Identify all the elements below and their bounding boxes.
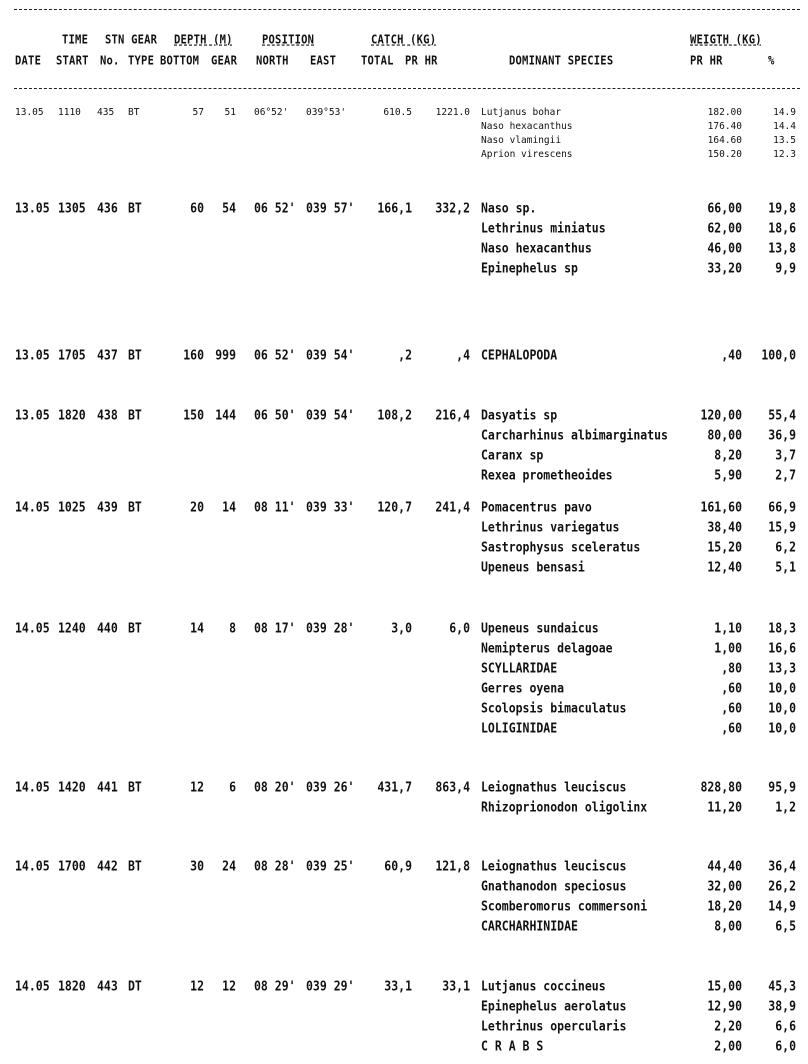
species-name: Rexea prometheoides [481,467,613,484]
station-catch-pr-hr: ,4 [456,347,470,364]
station-depth-gear: 12 [222,978,236,995]
station-gear-type: BT [128,779,142,796]
station-number: 435 [97,107,115,118]
station-east: 039 54' [306,347,355,364]
species-percent: 36,9 [768,427,796,444]
species-percent: 12.3 [773,149,796,160]
station-catch-pr-hr: 1221.0 [435,107,470,118]
station-depth-gear: 14 [222,499,236,516]
species-weight: 80,00 [707,427,742,444]
station-north: 06 52' [254,347,296,364]
species-percent: 10,0 [768,700,796,717]
station-catch-pr-hr: 121,8 [435,858,470,875]
station-catch-pr-hr: 6,0 [449,620,470,637]
species-weight: ,60 [721,700,742,717]
species-weight: 828,80 [700,779,742,796]
species-name: Leiognathus leuciscus [481,779,627,796]
species-name: Aprion virescens [481,149,573,160]
species-percent: 13.5 [773,135,796,146]
station-depth-gear: 8 [229,620,236,637]
station-east: 039 25' [306,858,355,875]
species-percent: 10,0 [768,720,796,737]
species-weight: 62,00 [707,220,742,237]
station-time: 1700 [58,858,86,875]
station-time: 1820 [58,978,86,995]
station-date: 14.05 [15,620,50,637]
species-name: Lutjanus coccineus [481,978,606,995]
station-time: 1705 [58,347,86,364]
species-name: SCYLLARIDAE [481,660,558,677]
station-depth-bottom: 150 [183,407,204,424]
station-date: 14.05 [15,779,50,796]
species-percent: 100,0 [761,347,796,364]
species-name: Sastrophysus sceleratus [481,539,641,556]
station-east: 039 57' [306,200,355,217]
species-weight: 1,10 [714,620,742,637]
station-catch-total: 610.5 [383,107,412,118]
station-east: 039°53' [306,107,347,118]
species-name: Naso sp. [481,200,537,217]
station-number: 436 [97,200,118,217]
species-percent: 26,2 [768,878,796,895]
station-gear-type: BT [128,407,142,424]
species-percent: 6,5 [775,918,796,935]
species-name: Caranx sp [481,447,544,464]
station-number: 437 [97,347,118,364]
station-catch-pr-hr: 863,4 [435,779,470,796]
station-catch-total: 3,0 [391,620,412,637]
species-weight: 161,60 [700,499,742,516]
station-depth-bottom: 60 [190,200,204,217]
species-percent: 6,6 [775,1018,796,1035]
species-percent: 13,3 [768,660,796,677]
species-percent: 36,4 [768,858,796,875]
species-percent: 5,1 [775,559,796,576]
species-name: Naso hexacanthus [481,240,592,257]
station-east: 039 29' [306,978,355,995]
species-percent: 14.9 [773,107,796,118]
species-weight: 15,20 [707,539,742,556]
header-date: DATE [15,54,42,68]
station-gear-type: BT [128,107,140,118]
header-gear: GEAR [211,54,238,68]
station-east: 039 26' [306,779,355,796]
species-weight: 5,90 [714,467,742,484]
species-weight: 18,20 [707,898,742,915]
station-date: 14.05 [15,499,50,516]
station-north: 08 17' [254,620,296,637]
station-north: 06°52' [254,107,289,118]
station-gear-type: BT [128,200,142,217]
station-depth-bottom: 14 [190,620,204,637]
header-east: EAST [310,54,337,68]
species-name: Naso vlamingii [481,135,562,146]
header-start: START [56,54,89,68]
species-name: Scolopsis bimaculatus [481,700,627,717]
station-gear-type: BT [128,499,142,516]
header-north: NORTH [256,54,289,68]
station-time: 1025 [58,499,86,516]
species-name: Pomacentrus pavo [481,499,592,516]
station-catch-pr-hr: 33,1 [442,978,470,995]
species-percent: 2,7 [775,467,796,484]
station-north: 08 20' [254,779,296,796]
station-catch-total: ,2 [398,347,412,364]
species-name: Dasyatis sp [481,407,558,424]
station-depth-gear: 144 [215,407,236,424]
header-weight-pr-hr: PR HR [690,54,723,68]
species-percent: 95,9 [768,779,796,796]
header-dominant-species: DOMINANT SPECIES [509,54,614,68]
species-percent: 55,4 [768,407,796,424]
species-name: Carcharhinus albimarginatus [481,427,668,444]
species-weight: 12,40 [707,559,742,576]
station-number: 442 [97,858,118,875]
station-date: 13.05 [15,107,44,118]
header-position: POSITION [262,33,315,47]
station-north: 06 52' [254,200,296,217]
species-name: Upeneus sundaicus [481,620,599,637]
header-catch: CATCH (KG) [371,33,437,47]
species-weight: ,60 [721,720,742,737]
species-weight: ,80 [721,660,742,677]
station-number: 441 [97,779,118,796]
station-catch-pr-hr: 332,2 [435,200,470,217]
station-date: 13.05 [15,407,50,424]
station-depth-gear: 51 [224,107,236,118]
station-depth-bottom: 160 [183,347,204,364]
species-weight: 12,90 [707,998,742,1015]
species-weight: 32,00 [707,878,742,895]
station-east: 039 28' [306,620,355,637]
station-gear-type: BT [128,858,142,875]
station-north: 06 50' [254,407,296,424]
species-percent: 15,9 [768,519,796,536]
species-name: LOLIGINIDAE [481,720,558,737]
station-gear-type: BT [128,620,142,637]
station-depth-gear: 24 [222,858,236,875]
species-weight: 11,20 [707,799,742,816]
station-catch-total: 431,7 [377,779,412,796]
species-name: Gnathanodon speciosus [481,878,627,895]
station-east: 039 33' [306,499,355,516]
species-percent: 9,9 [775,260,796,277]
species-weight: 1,00 [714,640,742,657]
station-depth-bottom: 12 [190,779,204,796]
species-name: C R A B S [481,1038,544,1055]
species-percent: 1,2 [775,799,796,816]
header-stn-gear: STN GEAR [105,33,158,47]
species-percent: 10,0 [768,680,796,697]
station-north: 08 29' [254,978,296,995]
species-percent: 18,6 [768,220,796,237]
species-weight: 8,20 [714,447,742,464]
species-weight: 15,00 [707,978,742,995]
species-percent: 18,3 [768,620,796,637]
species-weight: 150.20 [707,149,742,160]
header-type: TYPE [128,54,155,68]
species-weight: 46,00 [707,240,742,257]
species-name: Epinephelus sp [481,260,578,277]
station-depth-gear: 54 [222,200,236,217]
species-weight: 2,00 [714,1038,742,1055]
station-depth-bottom: 20 [190,499,204,516]
species-percent: 14.4 [773,121,796,132]
species-percent: 6,2 [775,539,796,556]
station-time: 1240 [58,620,86,637]
header-total: TOTAL [361,54,394,68]
header-rule [14,88,800,89]
station-time: 1420 [58,779,86,796]
species-weight: ,60 [721,680,742,697]
species-weight: 33,20 [707,260,742,277]
species-name: Lethrinus miniatus [481,220,606,237]
header-percent: % [768,54,775,68]
header-no: No. [100,54,120,68]
station-catch-total: 108,2 [377,407,412,424]
header-pr-hr: PR HR [405,54,438,68]
species-weight: ,40 [721,347,742,364]
station-number: 439 [97,499,118,516]
header-weigth: WEIGTH (KG) [690,33,762,47]
station-catch-pr-hr: 216,4 [435,407,470,424]
species-weight: 8,00 [714,918,742,935]
species-name: CARCHARHINIDAE [481,918,578,935]
species-weight: 164.60 [707,135,742,146]
station-number: 438 [97,407,118,424]
species-name: Scomberomorus commersoni [481,898,648,915]
station-catch-pr-hr: 241,4 [435,499,470,516]
species-name: Lethrinus opercularis [481,1018,627,1035]
species-weight: 66,00 [707,200,742,217]
species-name: Naso hexacanthus [481,121,573,132]
station-depth-bottom: 57 [192,107,204,118]
species-percent: 38,9 [768,998,796,1015]
species-name: Gerres oyena [481,680,565,697]
species-weight: 120,00 [700,407,742,424]
species-name: CEPHALOPODA [481,347,558,364]
species-percent: 6,0 [775,1038,796,1055]
species-weight: 2,20 [714,1018,742,1035]
station-catch-total: 166,1 [377,200,412,217]
station-date: 13.05 [15,200,50,217]
station-gear-type: BT [128,347,142,364]
station-east: 039 54' [306,407,355,424]
species-name: Lutjanus bohar [481,107,562,118]
station-time: 1110 [58,107,81,118]
top-rule [14,9,800,10]
station-catch-total: 60,9 [384,858,412,875]
station-depth-bottom: 30 [190,858,204,875]
station-gear-type: DT [128,978,142,995]
station-catch-total: 33,1 [384,978,412,995]
header-depth: DEPTH (M) [174,33,233,47]
station-date: 13.05 [15,347,50,364]
species-percent: 13,8 [768,240,796,257]
station-date: 14.05 [15,978,50,995]
species-weight: 176.40 [707,121,742,132]
station-catch-total: 120,7 [377,499,412,516]
station-time: 1820 [58,407,86,424]
species-name: Epinephelus aerolatus [481,998,627,1015]
species-weight: 182.00 [707,107,742,118]
station-north: 08 28' [254,858,296,875]
station-depth-bottom: 12 [190,978,204,995]
species-name: Rhizoprionodon oligolinx [481,799,648,816]
header-time: TIME [62,33,89,47]
header-bottom: BOTTOM [160,54,200,68]
station-depth-gear: 999 [215,347,236,364]
species-name: Nemipterus delagoae [481,640,613,657]
station-depth-gear: 6 [229,779,236,796]
species-name: Upeneus bensasi [481,559,585,576]
species-name: Leiognathus leuciscus [481,858,627,875]
station-number: 443 [97,978,118,995]
species-percent: 66,9 [768,499,796,516]
station-date: 14.05 [15,858,50,875]
species-percent: 3,7 [775,447,796,464]
station-number: 440 [97,620,118,637]
species-percent: 16,6 [768,640,796,657]
species-weight: 38,40 [707,519,742,536]
station-time: 1305 [58,200,86,217]
species-name: Lethrinus variegatus [481,519,620,536]
species-percent: 45,3 [768,978,796,995]
species-percent: 19,8 [768,200,796,217]
station-north: 08 11' [254,499,296,516]
species-weight: 44,40 [707,858,742,875]
species-percent: 14,9 [768,898,796,915]
